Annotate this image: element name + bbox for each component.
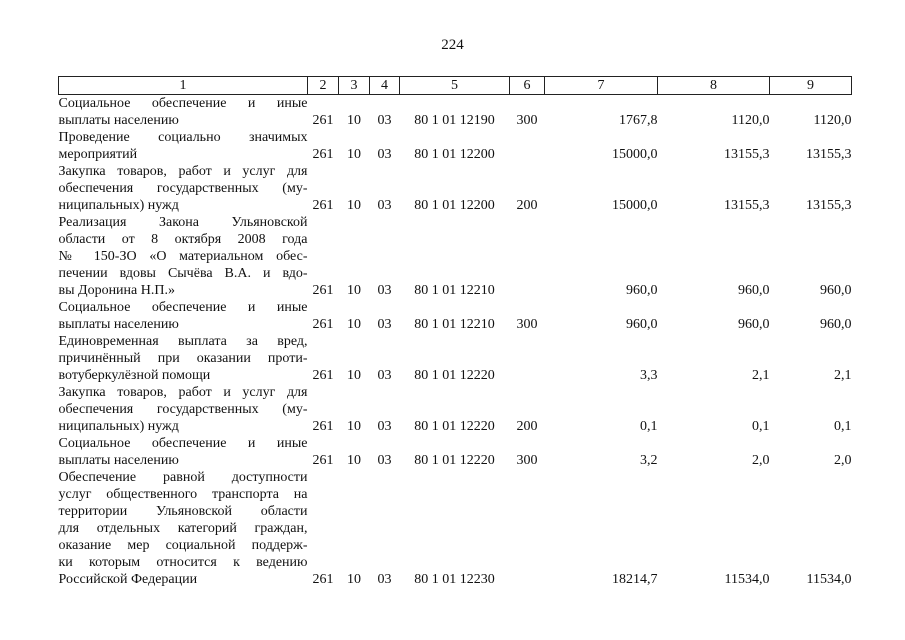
- amount-col9-cell: 11534,0: [806, 572, 852, 587]
- subsection-cell: 03: [377, 283, 392, 298]
- description-line: ниципальных) нужд: [58, 198, 179, 213]
- description-line: области от 8 октября 2008 года: [58, 232, 308, 247]
- amount-col7-cell: 1767,8: [619, 113, 658, 128]
- description-line: печении вдовы Сычёва В.А. и вдо-: [58, 266, 308, 281]
- code-admin-cell: 261: [312, 147, 334, 162]
- table-row: [59, 384, 852, 435]
- row-description: [59, 435, 308, 469]
- description-line: Социальное обеспечение и иные: [58, 96, 308, 111]
- amount-col8-cell: 1120,0: [731, 113, 770, 128]
- table-row: [59, 129, 852, 163]
- description-line: Закупка товаров, работ и услуг для: [58, 385, 308, 400]
- amount-col9-cell: 0,1: [834, 419, 852, 434]
- section-cell: 10: [347, 147, 361, 162]
- column-header-5: 5: [400, 77, 510, 95]
- description-line: Проведение социально значимых: [58, 130, 308, 145]
- amount-col9-cell: 13155,3: [806, 198, 852, 213]
- target-article-cell: 80 1 01 12210: [414, 283, 495, 298]
- description-line: Единовременная выплата за вред,: [58, 334, 308, 349]
- row-description: [59, 333, 308, 384]
- row-description: [59, 95, 308, 130]
- expense-type-cell: 300: [516, 317, 538, 332]
- description-line: территории Ульяновской области: [58, 504, 308, 519]
- row-description: [59, 469, 308, 588]
- subsection-cell: 03: [377, 419, 392, 434]
- expense-type-cell: 300: [516, 113, 538, 128]
- description-line: выплаты населению: [58, 113, 179, 128]
- amount-col8-cell: 960,0: [738, 283, 770, 298]
- description-line: обеспечения государственных (му-: [58, 402, 308, 417]
- amount-col7-cell: 960,0: [626, 283, 658, 298]
- header-row: [59, 77, 852, 95]
- amount-col8-cell: 960,0: [738, 317, 770, 332]
- description-line: Социальное обеспечение и иные: [58, 436, 308, 451]
- amount-col8-cell: 13155,3: [724, 147, 770, 162]
- description-line: причинённый при оказании проти-: [58, 351, 308, 366]
- code-admin-cell: 261: [312, 113, 334, 128]
- target-article-cell: 80 1 01 12210: [414, 317, 495, 332]
- column-header-1: 1: [59, 77, 308, 95]
- column-header-7: 7: [545, 77, 658, 95]
- target-article-cell: 80 1 01 12200: [414, 147, 495, 162]
- description-line: Социальное обеспечение и иные: [58, 300, 308, 315]
- description-line: выплаты населению: [58, 453, 179, 468]
- code-admin-cell: 261: [312, 453, 334, 468]
- code-admin-cell: 261: [312, 368, 334, 383]
- column-header-4: 4: [370, 77, 400, 95]
- section-cell: 10: [347, 572, 361, 587]
- description-line: оказание мер социальной поддерж-: [58, 538, 308, 553]
- amount-col8-cell: 13155,3: [724, 198, 770, 213]
- amount-col9-cell: 2,1: [834, 368, 852, 383]
- expense-type-cell: [510, 469, 545, 588]
- expense-type-cell: [510, 333, 545, 384]
- subsection-cell: 03: [377, 198, 392, 213]
- target-article-cell: 80 1 01 12230: [414, 572, 495, 587]
- column-header-6: 6: [510, 77, 545, 95]
- description-line: Обеспечение равной доступности: [58, 470, 308, 485]
- table-row: [59, 333, 852, 384]
- budget-table: [58, 76, 852, 588]
- amount-col7-cell: 15000,0: [612, 198, 658, 213]
- code-admin-cell: 261: [312, 198, 334, 213]
- row-description: [59, 129, 308, 163]
- section-cell: 10: [347, 198, 361, 213]
- code-admin-cell: 261: [312, 419, 334, 434]
- column-header-9: 9: [770, 77, 852, 95]
- subsection-cell: 03: [377, 453, 392, 468]
- target-article-cell: 80 1 01 12220: [414, 419, 495, 434]
- code-admin-cell: 261: [312, 317, 334, 332]
- target-article-cell: 80 1 01 12200: [414, 198, 495, 213]
- amount-col7-cell: 18214,7: [612, 572, 658, 587]
- expense-type-cell: 300: [516, 453, 538, 468]
- description-line: ки которым относится к ведению: [58, 555, 308, 570]
- subsection-cell: 03: [377, 147, 392, 162]
- amount-col9-cell: 1120,0: [813, 113, 852, 128]
- amount-col7-cell: 3,3: [640, 368, 658, 383]
- column-header-8: 8: [658, 77, 770, 95]
- table-row: [59, 299, 852, 333]
- amount-col9-cell: 13155,3: [806, 147, 852, 162]
- expense-type-cell: [510, 129, 545, 163]
- description-line: вы Доронина Н.П.»: [58, 283, 175, 298]
- amount-col7-cell: 960,0: [626, 317, 658, 332]
- section-cell: 10: [347, 453, 361, 468]
- amount-col9-cell: 960,0: [820, 317, 852, 332]
- subsection-cell: 03: [377, 368, 392, 383]
- amount-col7-cell: 15000,0: [612, 147, 658, 162]
- section-cell: 10: [347, 283, 361, 298]
- row-description: [59, 299, 308, 333]
- amount-col7-cell: 3,2: [640, 453, 658, 468]
- section-cell: 10: [347, 419, 361, 434]
- subsection-cell: 03: [377, 572, 392, 587]
- column-header-3: 3: [339, 77, 370, 95]
- amount-col8-cell: 2,1: [752, 368, 770, 383]
- row-description: [59, 384, 308, 435]
- table-row: [59, 469, 852, 588]
- description-line: услуг общественного транспорта на: [58, 487, 308, 502]
- target-article-cell: 80 1 01 12190: [414, 113, 495, 128]
- description-line: выплаты населению: [58, 317, 179, 332]
- description-line: № 150-ЗО «О материальном обес-: [58, 249, 308, 264]
- amount-col8-cell: 0,1: [752, 419, 770, 434]
- page-number: 224: [441, 37, 464, 53]
- amount-col9-cell: 960,0: [820, 283, 852, 298]
- table-row: [59, 214, 852, 299]
- table-body: [59, 95, 852, 589]
- subsection-cell: 03: [377, 113, 392, 128]
- amount-col8-cell: 11534,0: [724, 572, 770, 587]
- table-row: [59, 163, 852, 214]
- target-article-cell: 80 1 01 12220: [414, 368, 495, 383]
- subsection-cell: 03: [377, 317, 392, 332]
- amount-col7-cell: 0,1: [640, 419, 658, 434]
- row-description: [59, 163, 308, 214]
- table-row: [59, 435, 852, 469]
- section-cell: 10: [347, 368, 361, 383]
- expense-type-cell: [510, 214, 545, 299]
- code-admin-cell: 261: [312, 283, 334, 298]
- row-description: [59, 214, 308, 299]
- description-line: для отдельных категорий граждан,: [58, 521, 308, 536]
- description-line: мероприятий: [58, 147, 138, 162]
- description-line: Закупка товаров, работ и услуг для: [58, 164, 308, 179]
- description-line: Российской Федерации: [58, 572, 198, 587]
- expense-type-cell: 200: [516, 198, 538, 213]
- column-header-2: 2: [308, 77, 339, 95]
- table-row: [59, 95, 852, 130]
- amount-col9-cell: 2,0: [834, 453, 852, 468]
- section-cell: 10: [347, 113, 361, 128]
- description-line: вотуберкулёзной помощи: [58, 368, 211, 383]
- code-admin-cell: 261: [312, 572, 334, 587]
- amount-col8-cell: 2,0: [752, 453, 770, 468]
- description-line: Реализация Закона Ульяновской: [58, 215, 308, 230]
- description-line: обеспечения государственных (му-: [58, 181, 308, 196]
- description-line: ниципальных) нужд: [58, 419, 179, 434]
- target-article-cell: 80 1 01 12220: [414, 453, 495, 468]
- expense-type-cell: 200: [516, 419, 538, 434]
- section-cell: 10: [347, 317, 361, 332]
